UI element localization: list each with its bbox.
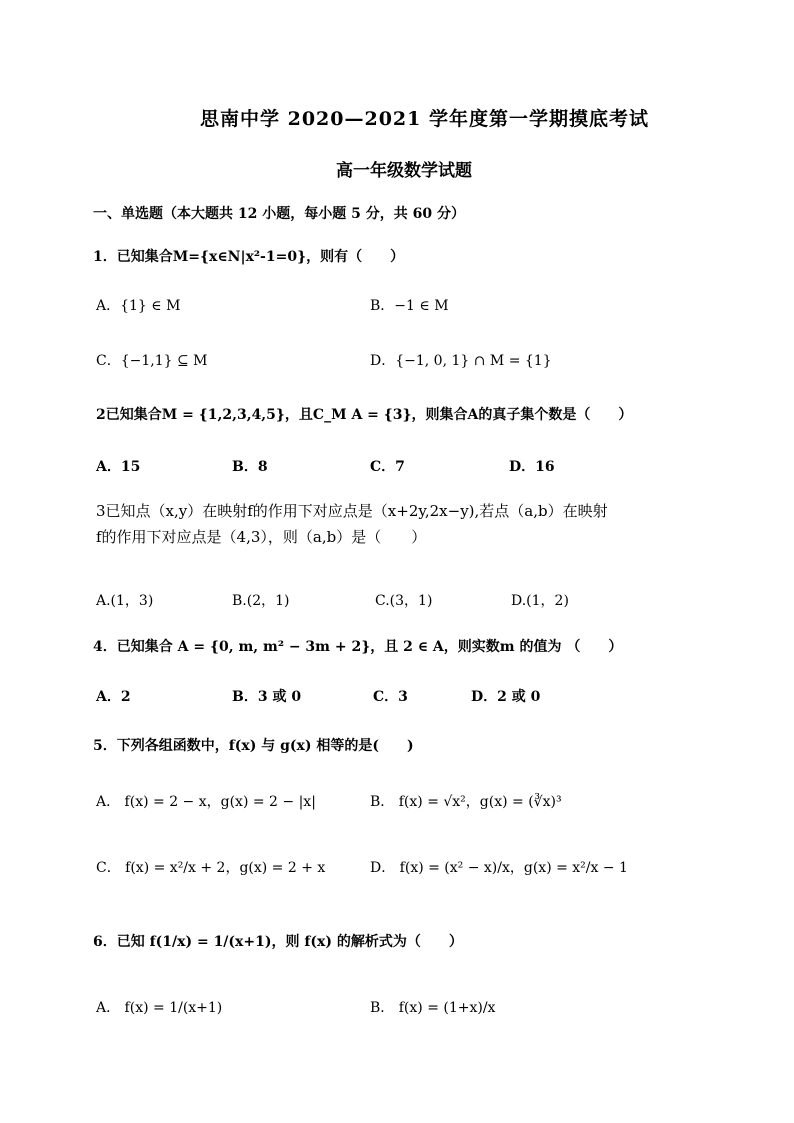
q1-option-b: B．−1 ∈ M [370, 298, 449, 314]
q6-option-a: A． f(x) = 1/(x+1) [96, 1000, 223, 1016]
q4-option-a: A．2 [96, 689, 131, 705]
section-heading: 一、单选题（本大题共 12 小题，每小题 5 分，共 60 分） [93, 206, 465, 222]
q4-option-d: D．2 或 0 [471, 689, 541, 705]
q1-option-d: D．{−1, 0, 1} ∩ M = {1} [370, 353, 552, 369]
q5-option-a: A． f(x) = 2 − x，g(x) = 2 − |x| [96, 794, 316, 810]
q5-option-b: B． f(x) = √x²，g(x) = (∛x)³ [370, 794, 562, 810]
q2-option-b: B．8 [232, 459, 268, 475]
question-5: 5．下列各组函数中，f(x) 与 g(x) 相等的是( ) [93, 738, 414, 754]
q1-option-a: A．{1} ∈ M [96, 298, 181, 314]
question-1: 1．已知集合M={x∈N|x²-1=0}，则有（ ） [93, 249, 405, 265]
q2-option-c: C．7 [370, 459, 405, 475]
q3-option-d: D.(1，2) [511, 593, 569, 609]
question-4: 4．已知集合 A = {0, m, m² − 3m + 2}，且 2 ∈ A，则实数m 的值为 （ ） [93, 639, 623, 655]
q3-option-b: B.(2，1) [232, 593, 290, 609]
q2-option-a: A．15 [96, 459, 141, 475]
q5-option-c: C． f(x) = x²/x + 2，g(x) = 2 + x [96, 860, 326, 876]
exam-title: 思南中学 2020—2021 学年度第一学期摸底考试 [200, 108, 649, 130]
question-2: 2已知集合M = {1,2,3,4,5}，且C_M A = {3}，则集合A的真子集个数是（ ） [96, 407, 633, 423]
q1-option-c: C．{−1,1} ⊆ M [96, 353, 208, 369]
exam-subtitle: 高一年级数学试题 [336, 161, 472, 181]
question-3-line-1: 3已知点（x,y）在映射f的作用下对应点是（x+2y,2x−y),若点（a,b）在映射 [96, 502, 608, 520]
q2-option-d: D．16 [509, 459, 555, 475]
q3-option-c: C.(3，1) [375, 593, 433, 609]
q6-option-b: B． f(x) = (1+x)/x [370, 1000, 496, 1016]
q4-option-c: C．3 [373, 689, 408, 705]
question-3-line-2: f的作用下对应点是（4,3），则（a,b）是（ ） [96, 528, 427, 546]
q4-option-b: B．3 或 0 [232, 689, 302, 705]
q5-option-d: D． f(x) = (x² − x)/x，g(x) = x²/x − 1 [370, 860, 628, 876]
q3-option-a: A.(1，3) [96, 593, 154, 609]
question-6: 6．已知 f(1/x) = 1/(x+1)，则 f(x) 的解析式为（ ） [93, 934, 463, 950]
